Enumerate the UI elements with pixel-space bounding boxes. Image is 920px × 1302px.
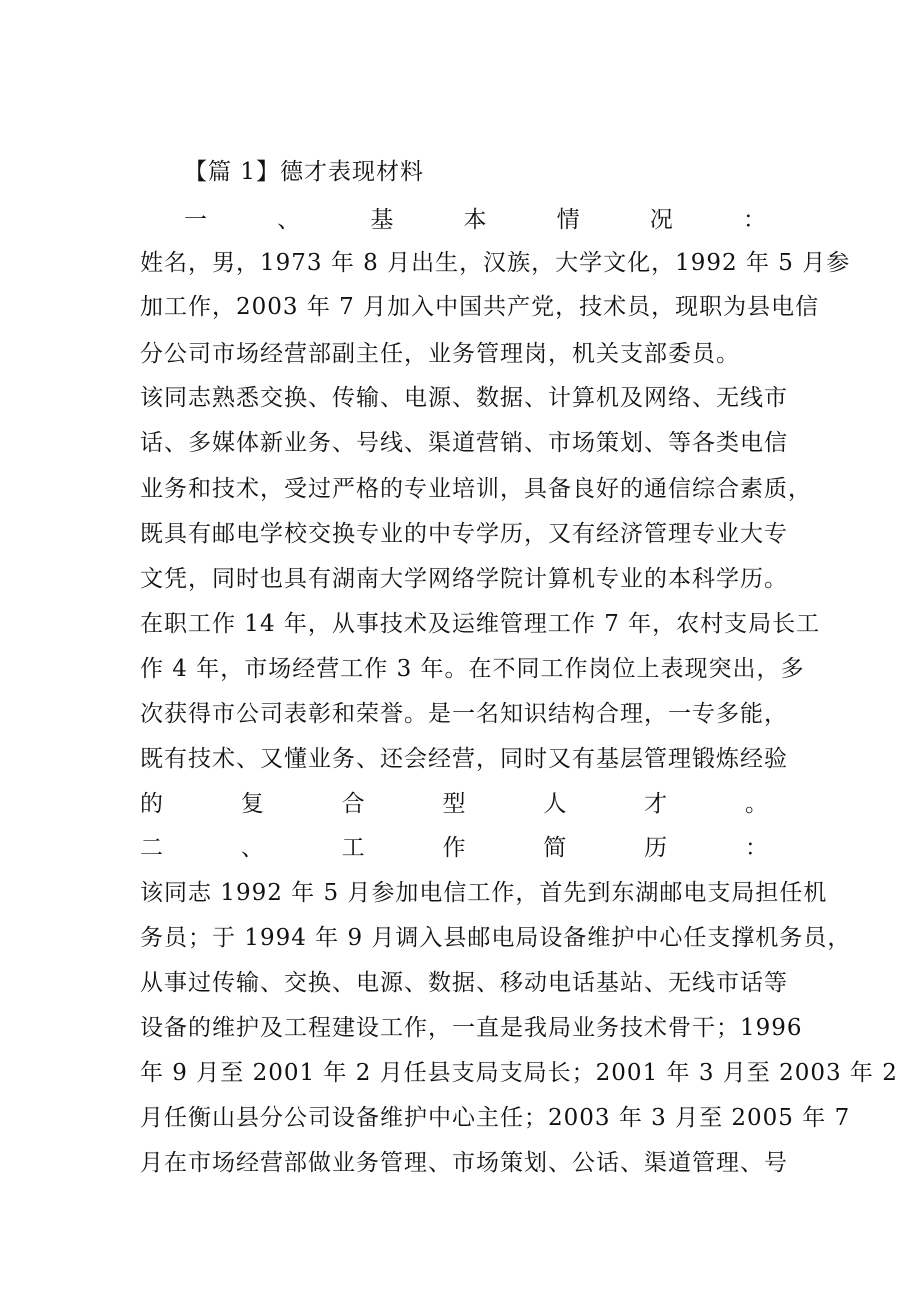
- body-line: 次获得市公司表彰和荣誉。是一名知识结构合理，一专多能，: [140, 701, 788, 727]
- justified-char: 合: [341, 791, 365, 817]
- justified-char: 复: [240, 791, 264, 817]
- heading-char: 基: [370, 207, 394, 233]
- body-line-justified: [140, 788, 768, 820]
- body-line: 文凭，同时也具有湖南大学网络学院计算机专业的本科学历。: [140, 566, 788, 592]
- body-line: 分公司市场经营部副主任，业务管理岗，机关支部委员。: [140, 341, 740, 367]
- justified-char: 型: [442, 791, 466, 817]
- body-line: 姓名，男，1973 年 8 月出生，汉族，大学文化，1992 年 5 月参: [140, 250, 851, 276]
- justified-char: 的: [140, 791, 163, 817]
- heading-char: 、: [240, 835, 264, 861]
- heading-char: 工: [341, 835, 365, 861]
- body-line: 月任衡山县分公司设备维护中心主任；2003 年 3 月至 2005 年 7: [140, 1105, 851, 1131]
- body-line: 既有技术、又懂业务、还会经营，同时又有基层管理锻炼经验: [140, 746, 788, 772]
- body-line: 既具有邮电学校交换专业的中专学历，又有经济管理专业大专: [140, 521, 788, 547]
- heading-char: 历: [644, 835, 668, 861]
- justified-char: 人: [543, 791, 567, 817]
- body-line: 该同志熟悉交换、传输、电源、数据、计算机及网络、无线市: [140, 385, 788, 411]
- heading-char: 简: [543, 835, 567, 861]
- document-title: 【篇 1】德才表现材料: [184, 159, 424, 185]
- heading-char: ：: [742, 207, 766, 233]
- body-line: 年 9 月至 2001 年 2 月任县支局支局长；2001 年 3 月至 2003 年 2: [140, 1060, 898, 1086]
- body-line: 在职工作 14 年，从事技术及运维管理工作 7 年，农村支局长工: [140, 611, 821, 637]
- heading-char: 一: [184, 207, 207, 233]
- body-line: 务员；于 1994 年 9 月调入县邮电局设备维护中心任支撑机务员，: [140, 925, 852, 951]
- justified-char: 。: [744, 791, 768, 817]
- body-line: 作 4 年，市场经营工作 3 年。在不同工作岗位上表现突出，多: [140, 656, 805, 682]
- heading-char: 本: [463, 207, 487, 233]
- heading-char: 况: [649, 207, 673, 233]
- heading-char: ：: [744, 835, 768, 861]
- heading-char: 二: [140, 835, 163, 861]
- body-line: 从事过传输、交换、电源、数据、移动电话基站、无线市话等: [140, 970, 788, 996]
- body-line: 该同志 1992 年 5 月参加电信工作，首先到东湖邮电支局担任机: [140, 880, 828, 906]
- section-heading-work-history: [140, 832, 768, 864]
- body-line: 月在市场经营部做业务管理、市场策划、公话、渠道管理、号: [140, 1150, 788, 1176]
- body-line: 设备的维护及工程建设工作，一直是我局业务技术骨干；1996: [140, 1015, 803, 1041]
- heading-char: 、: [277, 207, 301, 233]
- body-line: 业务和技术，受过严格的专业培训，具备良好的通信综合素质，: [140, 476, 812, 502]
- section-heading-basic-info: [184, 204, 766, 236]
- heading-char: 作: [442, 835, 466, 861]
- body-line: 话、多媒体新业务、号线、渠道营销、市场策划、等各类电信: [140, 430, 788, 456]
- heading-char: 情: [556, 207, 580, 233]
- justified-char: 才: [644, 791, 668, 817]
- body-line: 加工作，2003 年 7 月加入中国共产党，技术员，现职为县电信: [140, 294, 820, 320]
